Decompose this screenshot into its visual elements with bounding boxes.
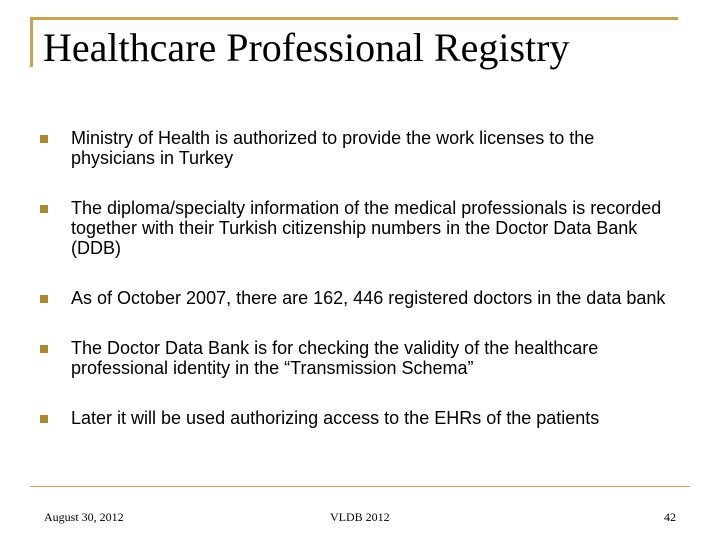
footer-rule bbox=[30, 486, 690, 487]
bullet-item bbox=[40, 128, 680, 168]
bullet-item bbox=[40, 198, 680, 258]
bullet-text: As of October 2007, there are 162, 446 registered doctors in the data bank bbox=[71, 288, 666, 308]
footer-page-number: 42 bbox=[664, 510, 676, 524]
square-bullet-icon bbox=[40, 295, 48, 303]
title-frame-left-rule bbox=[30, 17, 33, 67]
square-bullet-icon bbox=[40, 415, 48, 423]
bullet-item bbox=[40, 338, 680, 378]
square-bullet-icon bbox=[40, 135, 48, 143]
title-frame-top-rule bbox=[30, 17, 678, 20]
square-bullet-icon bbox=[40, 205, 48, 213]
footer-conference: VLDB 2012 bbox=[330, 510, 390, 524]
bullet-text: The Doctor Data Bank is for checking the validity of the healthcare professional identity in the “Transmission Schema” bbox=[71, 338, 599, 378]
bullet-list bbox=[40, 128, 680, 428]
bullet-text: Ministry of Health is authorized to provide the work licenses to the physicians in Turkey bbox=[71, 128, 595, 168]
footer-date: August 30, 2012 bbox=[44, 510, 124, 524]
bullet-text: Later it will be used authorizing access to the EHRs of the patients bbox=[71, 408, 600, 428]
bullet-item bbox=[40, 288, 680, 308]
bullet-item bbox=[40, 408, 680, 428]
square-bullet-icon bbox=[40, 345, 48, 353]
slide-title: Healthcare Professional Registry bbox=[43, 25, 570, 70]
bullet-text: The diploma/specialty information of the medical professionals is recorded together with their Turkish citizenship numbers in the Doctor Data Bank (DDB) bbox=[71, 198, 662, 258]
